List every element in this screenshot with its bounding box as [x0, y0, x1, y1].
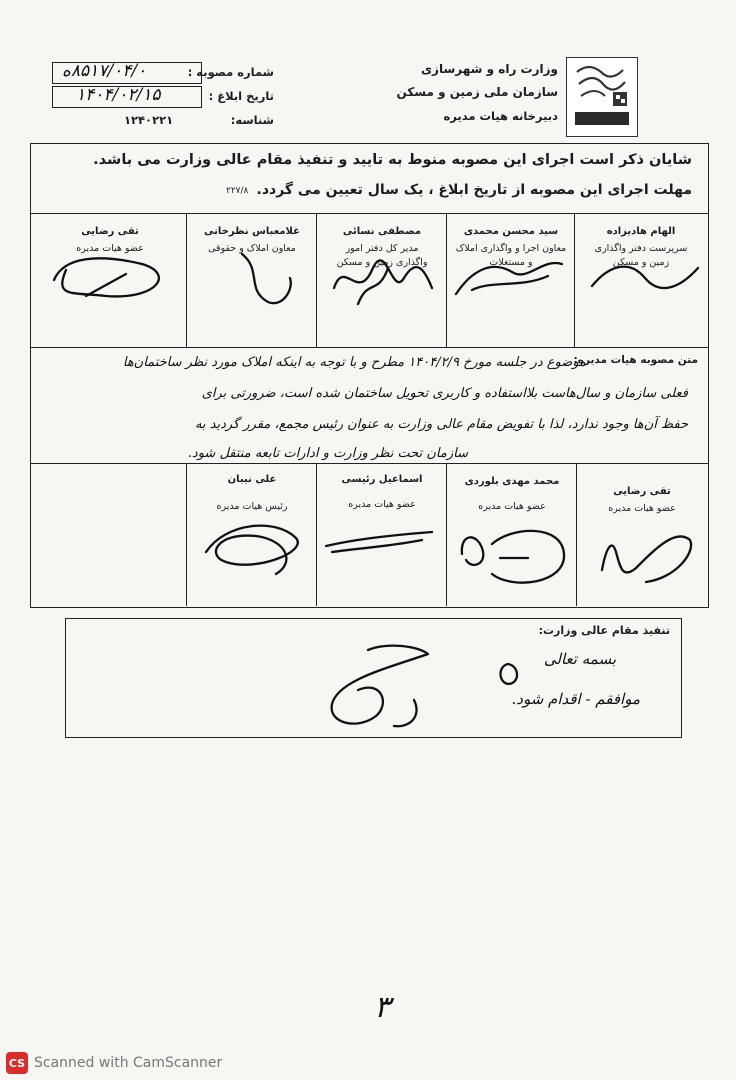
execution-note-line: بسمه تعالی	[543, 650, 616, 668]
resolution-line: فعلی سازمان و سال‌هاست بلااستفاده و کاربری تحویل ساختمان شده است، ضرورتی برای	[201, 386, 688, 401]
resolution-line: حفظ آن‌ها وجود ندارد، لذا با تفویض مقام عالی وزارت به عنوان رئیس مجمع، مقرر گردید به	[194, 417, 688, 432]
scanner-footer	[6, 1052, 222, 1074]
execution-label: تنفیذ مقام عالی وزارت:	[538, 624, 670, 637]
signatory-role: معاون املاک و حقوقی	[208, 243, 296, 254]
table-divider-2	[316, 213, 317, 347]
camscanner-logo-icon: CS	[6, 1052, 28, 1074]
execution-deadline: مهلت اجرای این مصوبه از تاریخ ابلاغ ، یک سال تعیین می گردد.	[256, 182, 692, 198]
signatory-role: سرپرست دفتر واگذاری زمین و مسکن	[594, 243, 688, 268]
number-label: شماره مصوبه :	[187, 65, 274, 79]
reference-box	[52, 58, 274, 134]
department-name: دبیرخانه هیات مدیره	[443, 109, 558, 123]
board-divider-2	[316, 463, 317, 606]
table-line-top	[30, 213, 709, 214]
id-label: شناسه:	[230, 113, 274, 127]
resolution-line: موضوع در جلسه مورخ ۱۴۰۴/۲/۹ مطرح و با توجه به اینکه املاک مورد نظر ساختمان‌ها	[122, 355, 586, 370]
board-member-name: علی نیبان	[227, 474, 277, 485]
banner-code: ۲۲۷/۸	[226, 186, 249, 196]
id-value: ۱۲۴۰۲۲۱	[124, 113, 174, 127]
number-value: ۸۵۱۷/۰۴/۰ه	[62, 61, 147, 81]
table-divider-4	[574, 213, 575, 347]
date-value: ۱۴۰۴/۰۲/۱۵	[76, 85, 161, 105]
table-line-mid	[30, 347, 709, 348]
board-member-role: رئیس هیات مدیره	[216, 501, 288, 512]
signatory-name: غلامعباس نظرخانی	[204, 226, 300, 237]
table-divider-3	[446, 213, 447, 347]
execution-note-line: موافقم - اقدام شود.	[511, 690, 640, 708]
page-number: ۳	[374, 990, 391, 1025]
resolution-line: سازمان تحت نظر وزارت و ادارات تابعه منتقل شود.	[187, 446, 468, 461]
board-divider-1	[186, 463, 187, 606]
board-member-name: اسماعیل رئیسی	[341, 474, 423, 485]
board-member-name: محمد مهدی بلوردی	[464, 476, 560, 487]
date-label: تاریخ ابلاغ :	[208, 89, 274, 103]
signature-image	[452, 250, 567, 300]
resolution-label: متن مصوبه هیات مدیره:	[573, 354, 698, 366]
board-line-top	[30, 463, 709, 464]
signatory-role: مدیر کل دفتر امور واگذاری زمین و مسکن	[336, 243, 428, 268]
table-divider-1	[186, 213, 187, 347]
ministry-name: وزارت راه و شهرسازی	[421, 62, 558, 76]
board-divider-4	[576, 463, 577, 606]
minister-signature-image	[318, 640, 438, 732]
signatory-role: عضو هیات مدیره	[76, 243, 144, 254]
signature-image	[322, 522, 440, 562]
signature-image	[46, 250, 176, 305]
signature-image	[328, 248, 438, 308]
organization-name: سازمان ملی زمین و مسکن	[396, 85, 558, 99]
signature-image	[196, 512, 312, 582]
signature-image	[590, 258, 700, 298]
signature-image	[232, 250, 302, 310]
signature-image	[596, 518, 696, 588]
initial-mark	[494, 660, 524, 688]
signature-image	[452, 514, 570, 592]
board-member-role: عضو هیات مدیره	[608, 503, 676, 514]
signatory-name: مصطفی نسائی	[342, 226, 422, 237]
board-member-role: عضو هیات مدیره	[478, 501, 546, 512]
signatory-name: سید محسن محمدی	[463, 226, 559, 237]
board-divider-3	[446, 463, 447, 606]
board-member-role: عضو هیات مدیره	[348, 499, 416, 510]
signatory-role: معاون اجرا و واگذاری املاک و مستغلات	[455, 243, 567, 268]
scanner-footer-text: Scanned with CamScanner	[34, 1055, 223, 1071]
board-member-name: تقی رضایی	[613, 486, 671, 497]
organization-logo	[566, 57, 638, 137]
organization-logo-mark-icon	[567, 58, 637, 136]
approval-condition: شایان ذکر است اجرای این مصوبه منوط به تایید و تنفیذ مقام عالی وزارت می باشد.	[93, 152, 692, 168]
signatory-name: تقی رضایی	[81, 226, 139, 237]
signatory-name: الهام هادیزاده	[606, 226, 676, 237]
